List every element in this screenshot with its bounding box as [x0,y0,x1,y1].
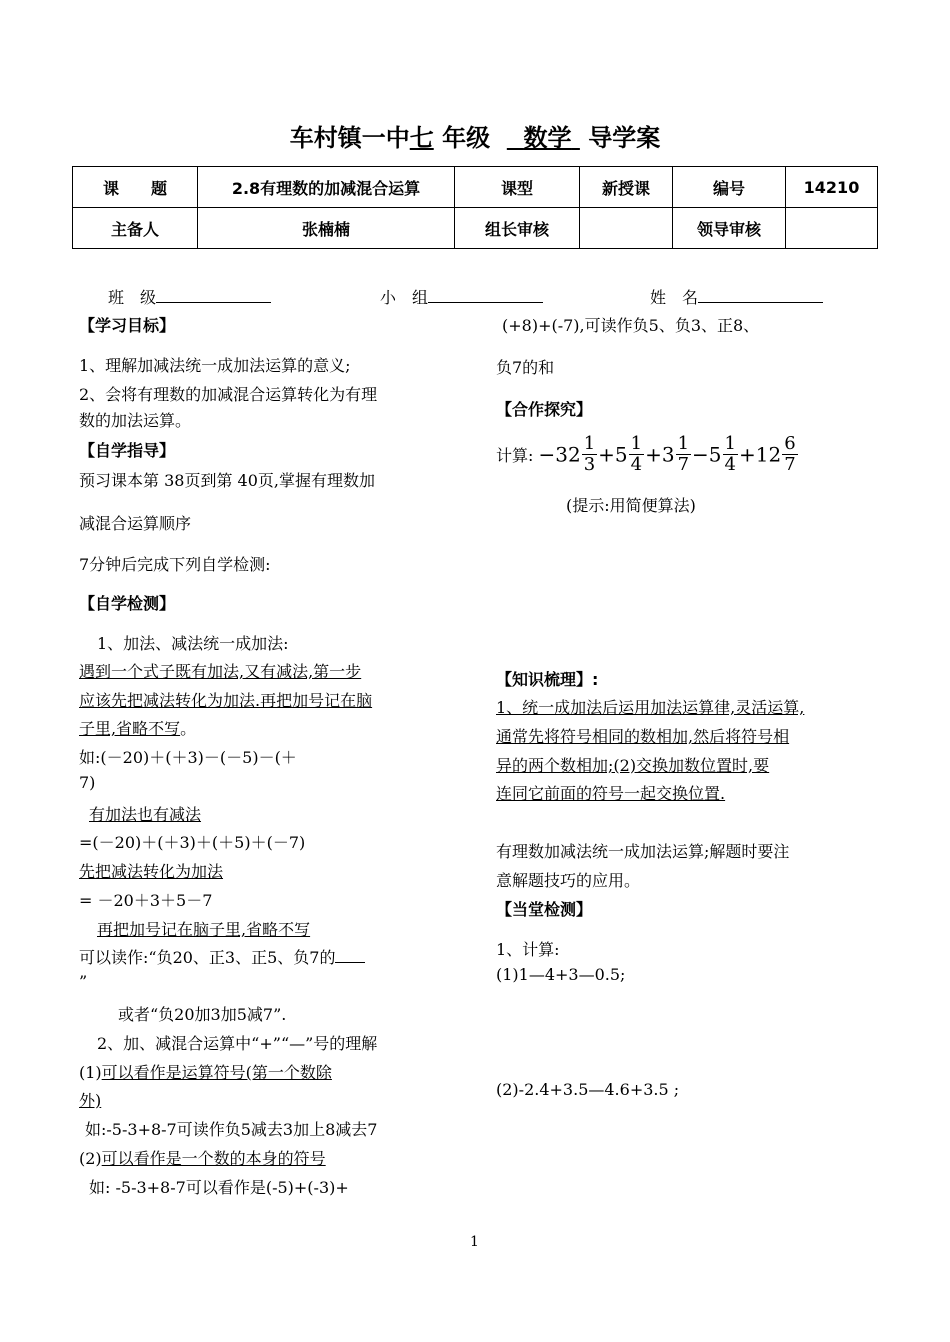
self-check-heading: 【自学检测】 [79,594,176,613]
example-5: = －20＋3＋5－7 [79,891,213,910]
example-1b: 7) [79,773,96,792]
section-1c: 子里,省略不写。 [79,719,197,738]
test-intro: 1、计算: [496,940,560,959]
knowledge-6: 意解题技巧的应用。 [496,871,641,890]
cell-director [786,208,878,249]
header-table [72,166,878,249]
guide-heading: 【自学指导】 [79,441,176,460]
section-1: 1、加法、减法统一成加法: [97,634,289,653]
knowledge-2: 通常先将符号相同的数相加,然后将符号相 [496,727,790,746]
class-field[interactable]: 班 级 [108,285,271,308]
cell-topic-label: 课 题 [73,167,198,208]
goals-heading: 【学习目标】 [79,316,176,335]
knowledge-4: 连同它前面的符号一起交换位置. [496,784,726,803]
section-2a: (1)可以看作是运算符号(第一个数除 [79,1063,332,1082]
example-7b: ” [79,972,88,991]
grade: 七 [409,124,434,152]
cell-author-label: 主备人 [73,208,198,249]
cell-code-label: 编号 [673,167,786,208]
example-2: 有加法也有减法 [89,805,202,824]
test-item-2: (2)-2.4+3.5—4.6+3.5 ; [496,1080,680,1099]
name-field[interactable]: 姓 名 [650,285,823,308]
section-2d: 如: -5-3+8-7可以看作是(-5)+(-3)+ [89,1178,349,1197]
section-2a-cont: 外) [79,1091,102,1110]
class-test-heading: 【当堂检测】 [496,900,593,919]
page-number: 1 [470,1234,479,1250]
goal-2b: 数的加法运算。 [79,411,192,430]
goal-1: 1、理解加减法统一成加法运算的意义; [79,356,351,375]
knowledge-3: 异的两个数相加;(2)交换加数位置时,要 [496,756,770,775]
section-2c: (2)可以看作是一个数的本身的符号 [79,1149,326,1168]
hint: (提示:用简便算法) [566,496,696,515]
test-item-1: (1)1—4+3—0.5; [496,965,626,984]
knowledge-heading: 【知识梳理】: [496,670,599,689]
guide-2: 减混合运算顺序 [79,514,192,533]
cell-author: 张楠楠 [198,208,455,249]
subject: 数学 [523,124,572,152]
goal-2a: 2、会将有理数的加减混合运算转化为有理 [79,385,378,404]
example-6: 再把加号记在脑子里,省略不写 [97,920,311,939]
example-7: 可以读作:“负20、正3、正5、负7的 [79,945,365,968]
calc-expression: 计算: −32 $\frac{1}{3}$ +5 $\frac{1}{4}$ +3 $\frac{1}{7}$ −5 $\frac{1}{4}$ +12 $\frac{6}{7}$ [496,433,796,475]
group-field[interactable]: 小 组 [380,285,543,308]
continued-2: 负7的和 [496,358,555,377]
cell-director-label: 领导审核 [673,208,786,249]
knowledge-5: 有理数加减法统一成加法运算;解题时要注 [496,842,790,861]
knowledge-1: 1、统一成加法后运用加法运算律,灵活运算, [496,698,805,717]
guide-1: 预习课本第 38页到第 40页,掌握有理数加 [79,471,375,490]
cell-type: 新授课 [580,167,673,208]
cell-type-label: 课型 [455,167,580,208]
cell-topic: 2.8有理数的加减混合运算 [198,167,455,208]
continued-1: (+8)+(-7),可读作负5、负3、正8、 [502,316,760,335]
cooperation-heading: 【合作探究】 [496,400,593,419]
example-4: 先把减法转化为加法 [79,862,224,881]
example-3: =(－20)＋(＋3)＋(＋5)＋(－7) [79,833,306,852]
section-1b: 应该先把减法转化为加法.再把加号记在脑 [79,691,373,710]
example-1: 如:(－20)＋(＋3)－(－5)－(＋ [79,748,297,767]
page-title: 车村镇一中七 年级 数学 导学案 [289,124,661,152]
section-1a: 遇到一个式子既有加法,又有减法,第一步 [79,662,362,681]
guide-3: 7分钟后完成下列自学检测: [79,555,271,574]
cell-leader-label: 组长审核 [455,208,580,249]
cell-code: 14210 [786,167,878,208]
section-2b: 如:-5-3+8-7可读作负5减去3加上8减去7 [85,1120,378,1139]
section-2: 2、加、减混合运算中“+”“—”号的理解 [97,1034,378,1053]
example-8: 或者“负20加3加5减7”. [118,1005,287,1024]
cell-leader [580,208,673,249]
